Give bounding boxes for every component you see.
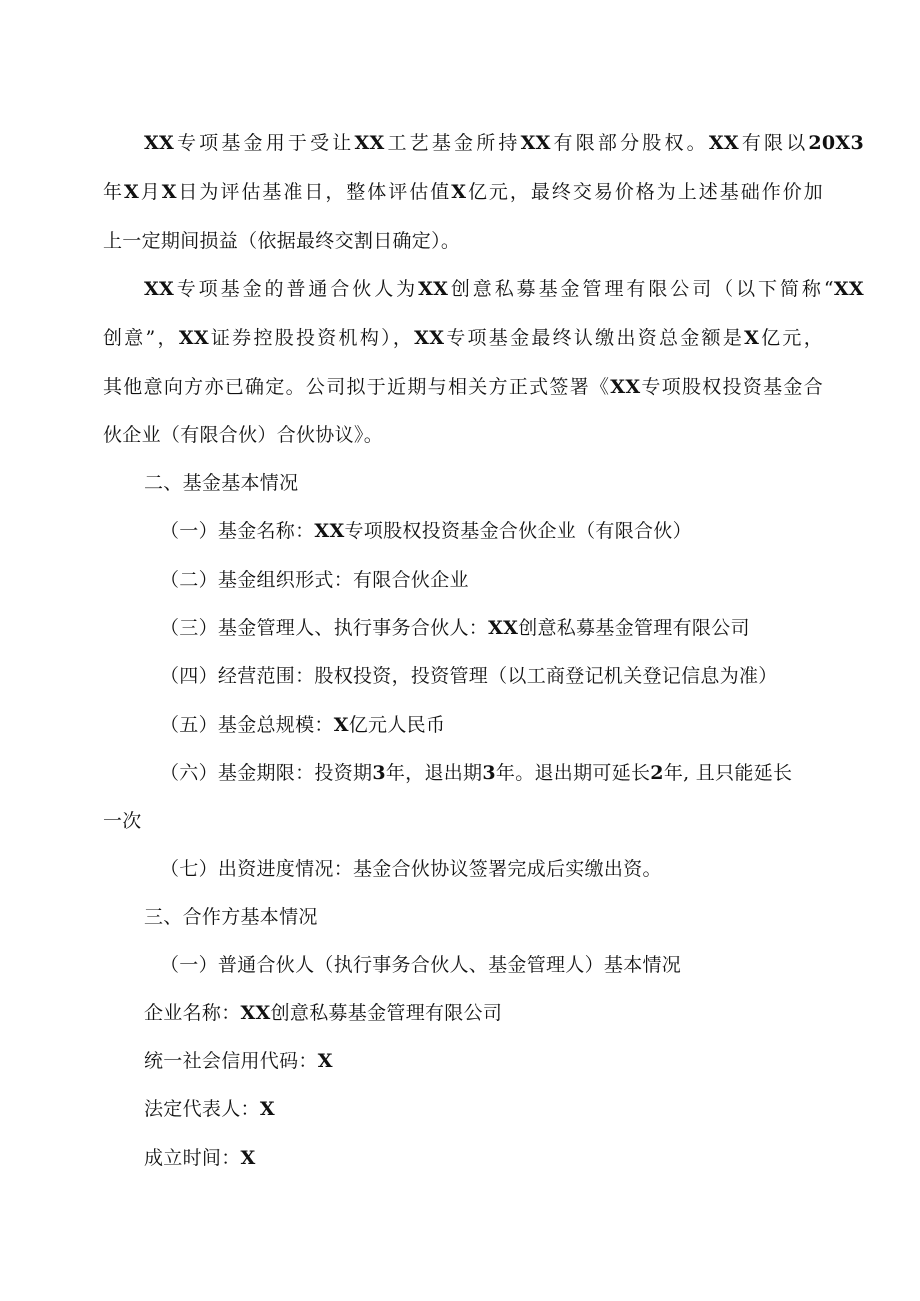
paragraph-1-line-1: XX专项基金用于受让XX工艺基金所持XX有限部分股权。XX有限以20X3: [144, 132, 864, 154]
paragraph-2-line-2: 创意”，XX证券控股投资机构），XX专项基金最终认缴出资总金额是X亿元，: [103, 327, 824, 349]
fund-info-item-3: （三）基金管理人、执行事务合伙人：XX创意私募基金管理有限公司: [160, 617, 750, 639]
fund-info-item-1: （一）基金名称：XX专项股权投资基金合伙企业（有限合伙）: [160, 520, 692, 542]
paragraph-1-line-3: 上一定期间损益（依据最终交割日确定）。: [103, 230, 461, 252]
credit-code-line: 统一社会信用代码：X: [144, 1050, 333, 1072]
fund-info-item-5: （五）基金总规模：X亿元人民币: [160, 714, 446, 736]
company-name-line: 企业名称：XX创意私募基金管理有限公司: [144, 1002, 503, 1024]
fund-info-item-6: （六）基金期限：投资期3年，退出期3年。退出期可延长2年, 且只能延长: [160, 762, 793, 784]
fund-info-item-7: （七）出资进度情况：基金合伙协议签署完成后实缴出资。: [160, 858, 662, 880]
fund-info-item-2: （二）基金组织形式：有限合伙企业: [160, 569, 469, 591]
fund-info-item-4: （四）经营范围：股权投资，投资管理（以工商登记机关登记信息为准）: [160, 665, 778, 687]
section-3-heading: 三、合作方基本情况: [144, 906, 318, 928]
legal-representative-line: 法定代表人：X: [144, 1098, 275, 1120]
established-date-line: 成立时间：X: [144, 1147, 256, 1169]
fund-info-item-6-continued: 一次: [103, 810, 142, 832]
paragraph-1-line-2: 年X月X日为评估基准日，整体评估值X亿元，最终交易价格为上述基础作价加: [103, 181, 823, 203]
section-2-heading: 二、基金基本情况: [144, 472, 299, 494]
section-3-subheading-1: （一）普通合伙人（执行事务合伙人、基金管理人）基本情况: [160, 954, 682, 976]
paragraph-2-line-3: 其他意向方亦已确定。公司拟于近期与相关方正式签署《XX专项股权投资基金合: [103, 376, 823, 398]
paragraph-2-line-1: XX专项基金的普通合伙人为XX创意私募基金管理有限公司（以下简称“XX: [144, 278, 864, 300]
paragraph-2-line-4: 伙企业（有限合伙）合伙协议》。: [103, 424, 384, 446]
